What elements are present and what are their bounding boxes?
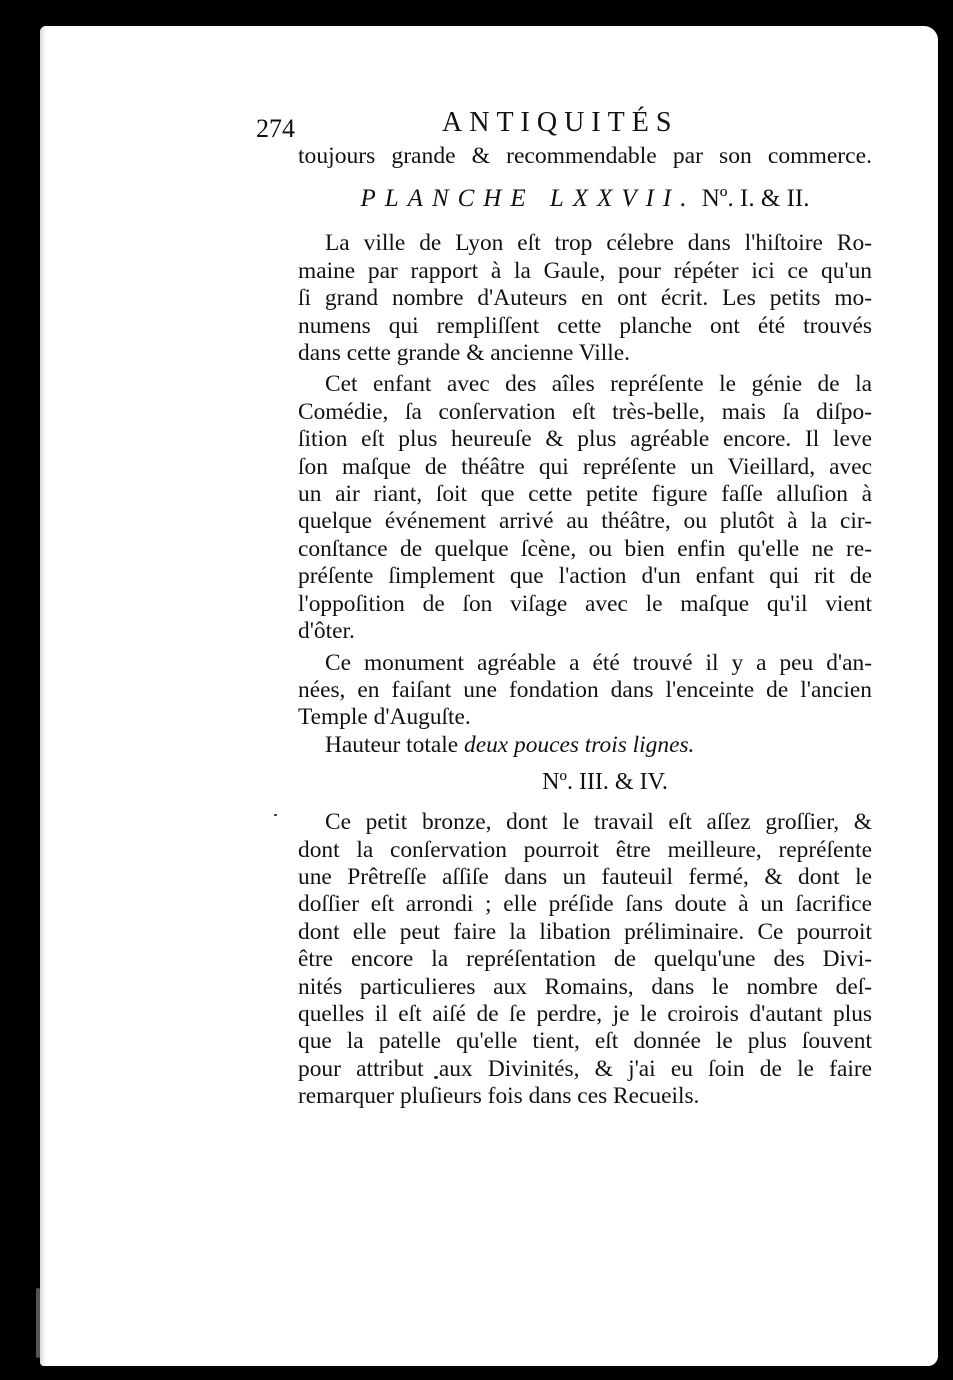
text-line: dont elle peut faire la libation préliminaire. Ce pourroit [298,918,872,945]
paragraph-2 [298,371,872,645]
height-label: Hauteur totale [325,731,459,758]
text-line: remarquer pluſieurs fois dans ces Recueils. [298,1083,700,1110]
page-number: 274 [256,114,295,143]
ink-speck [36,1288,40,1358]
text-line: conſtance de quelque ſcène, ou bien enfin qu'elle ne re- [298,535,872,562]
text-line: l'oppoſition de ſon viſage avec le maſque qu'il vient [298,590,872,617]
text-line: une Prêtreſſe aſſiſe dans un fauteuil fermé, & dont le [298,863,872,890]
text-line: ſi grand nombre d'Auteurs en ont écrit. Les petits mo- [298,285,872,312]
text-line: d'ôter. [298,618,355,645]
text-line: maine par rapport à la Gaule, pour répéter ici ce qu'un [298,257,872,284]
text-line: Ce petit bronze, dont le travail eſt aſſez groſſier, & [325,809,872,836]
paragraph-3 [298,650,872,732]
paragraph-4 [298,809,872,1110]
running-head [256,107,872,143]
text-line: pour attribut aux Divinités, & j'ai eu ſoin de le faire [298,1055,872,1082]
carryover-line: toujours grande & recommendable par son commerce. [298,143,872,169]
text-line: quelles il eſt aiſé de ſe perdre, je le croirois d'autant plus [298,1000,872,1027]
text-line: ſition eſt plus heureuſe & plus agréable encore. Il leve [298,426,872,453]
text-line: un air riant, ſoit que cette petite figure faſſe alluſion à [298,481,872,508]
text-line: ſon maſque de théâtre qui repréſente un Vieillard, avec [298,453,872,480]
text-line: numens qui rempliſſent cette planche ont été trouvés [298,312,872,339]
text-line: Cet enfant avec des aîles repréſente le génie de la [325,371,872,398]
plate-heading [298,184,872,214]
plate-numbers: Nº. I. & II. [701,185,810,213]
text-block [256,107,872,1111]
text-line: nités particulieres aux Romains, dans le nombre deſ- [298,973,872,1000]
page-edge-shadow [40,26,46,1366]
ink-speck [274,814,277,816]
text-line: dans cette grande & ancienne Ville. [298,340,630,367]
paragraph-1 [298,230,872,367]
text-line: Temple d'Auguſte. [298,704,471,731]
text-line: que la patelle qu'elle tient, eſt donnée le plus ſouvent [298,1028,872,1055]
text-line: Ce monument agréable a été trouvé il y a peu d'an- [325,649,872,676]
height-value: deux pouces trois lignes. [464,731,695,758]
running-title: ANTIQUITÉS [442,107,679,138]
text-line: nées, en faiſant une fondation dans l'enceinte de l'ancien [298,676,872,703]
height-measurement-line [298,732,872,759]
text-line: être encore la repréſentation de quelqu'une des Divi- [298,946,872,973]
text-line: La ville de Lyon eſt trop célebre dans l'hiſtoire Ro- [325,230,872,257]
text-line: Comédie, ſa conſervation eſt très-belle, mais ſa diſpo- [298,398,872,425]
plate-label: PLANCHE LXXVII. [360,185,696,213]
section-heading-iii-iv: Nº. III. & IV. [542,769,668,796]
text-line: doſſier eſt arrondi ; elle préſide ſans doute à un ſacrifice [298,891,872,918]
text-line: préſente ſimplement que l'action d'un enfant qui rit de [298,563,872,590]
text-line: quelque événement arrivé au théâtre, ou plutôt à la cir- [298,508,872,535]
text-line: dont la conſervation pourroit être meilleure, repréſente [298,836,872,863]
